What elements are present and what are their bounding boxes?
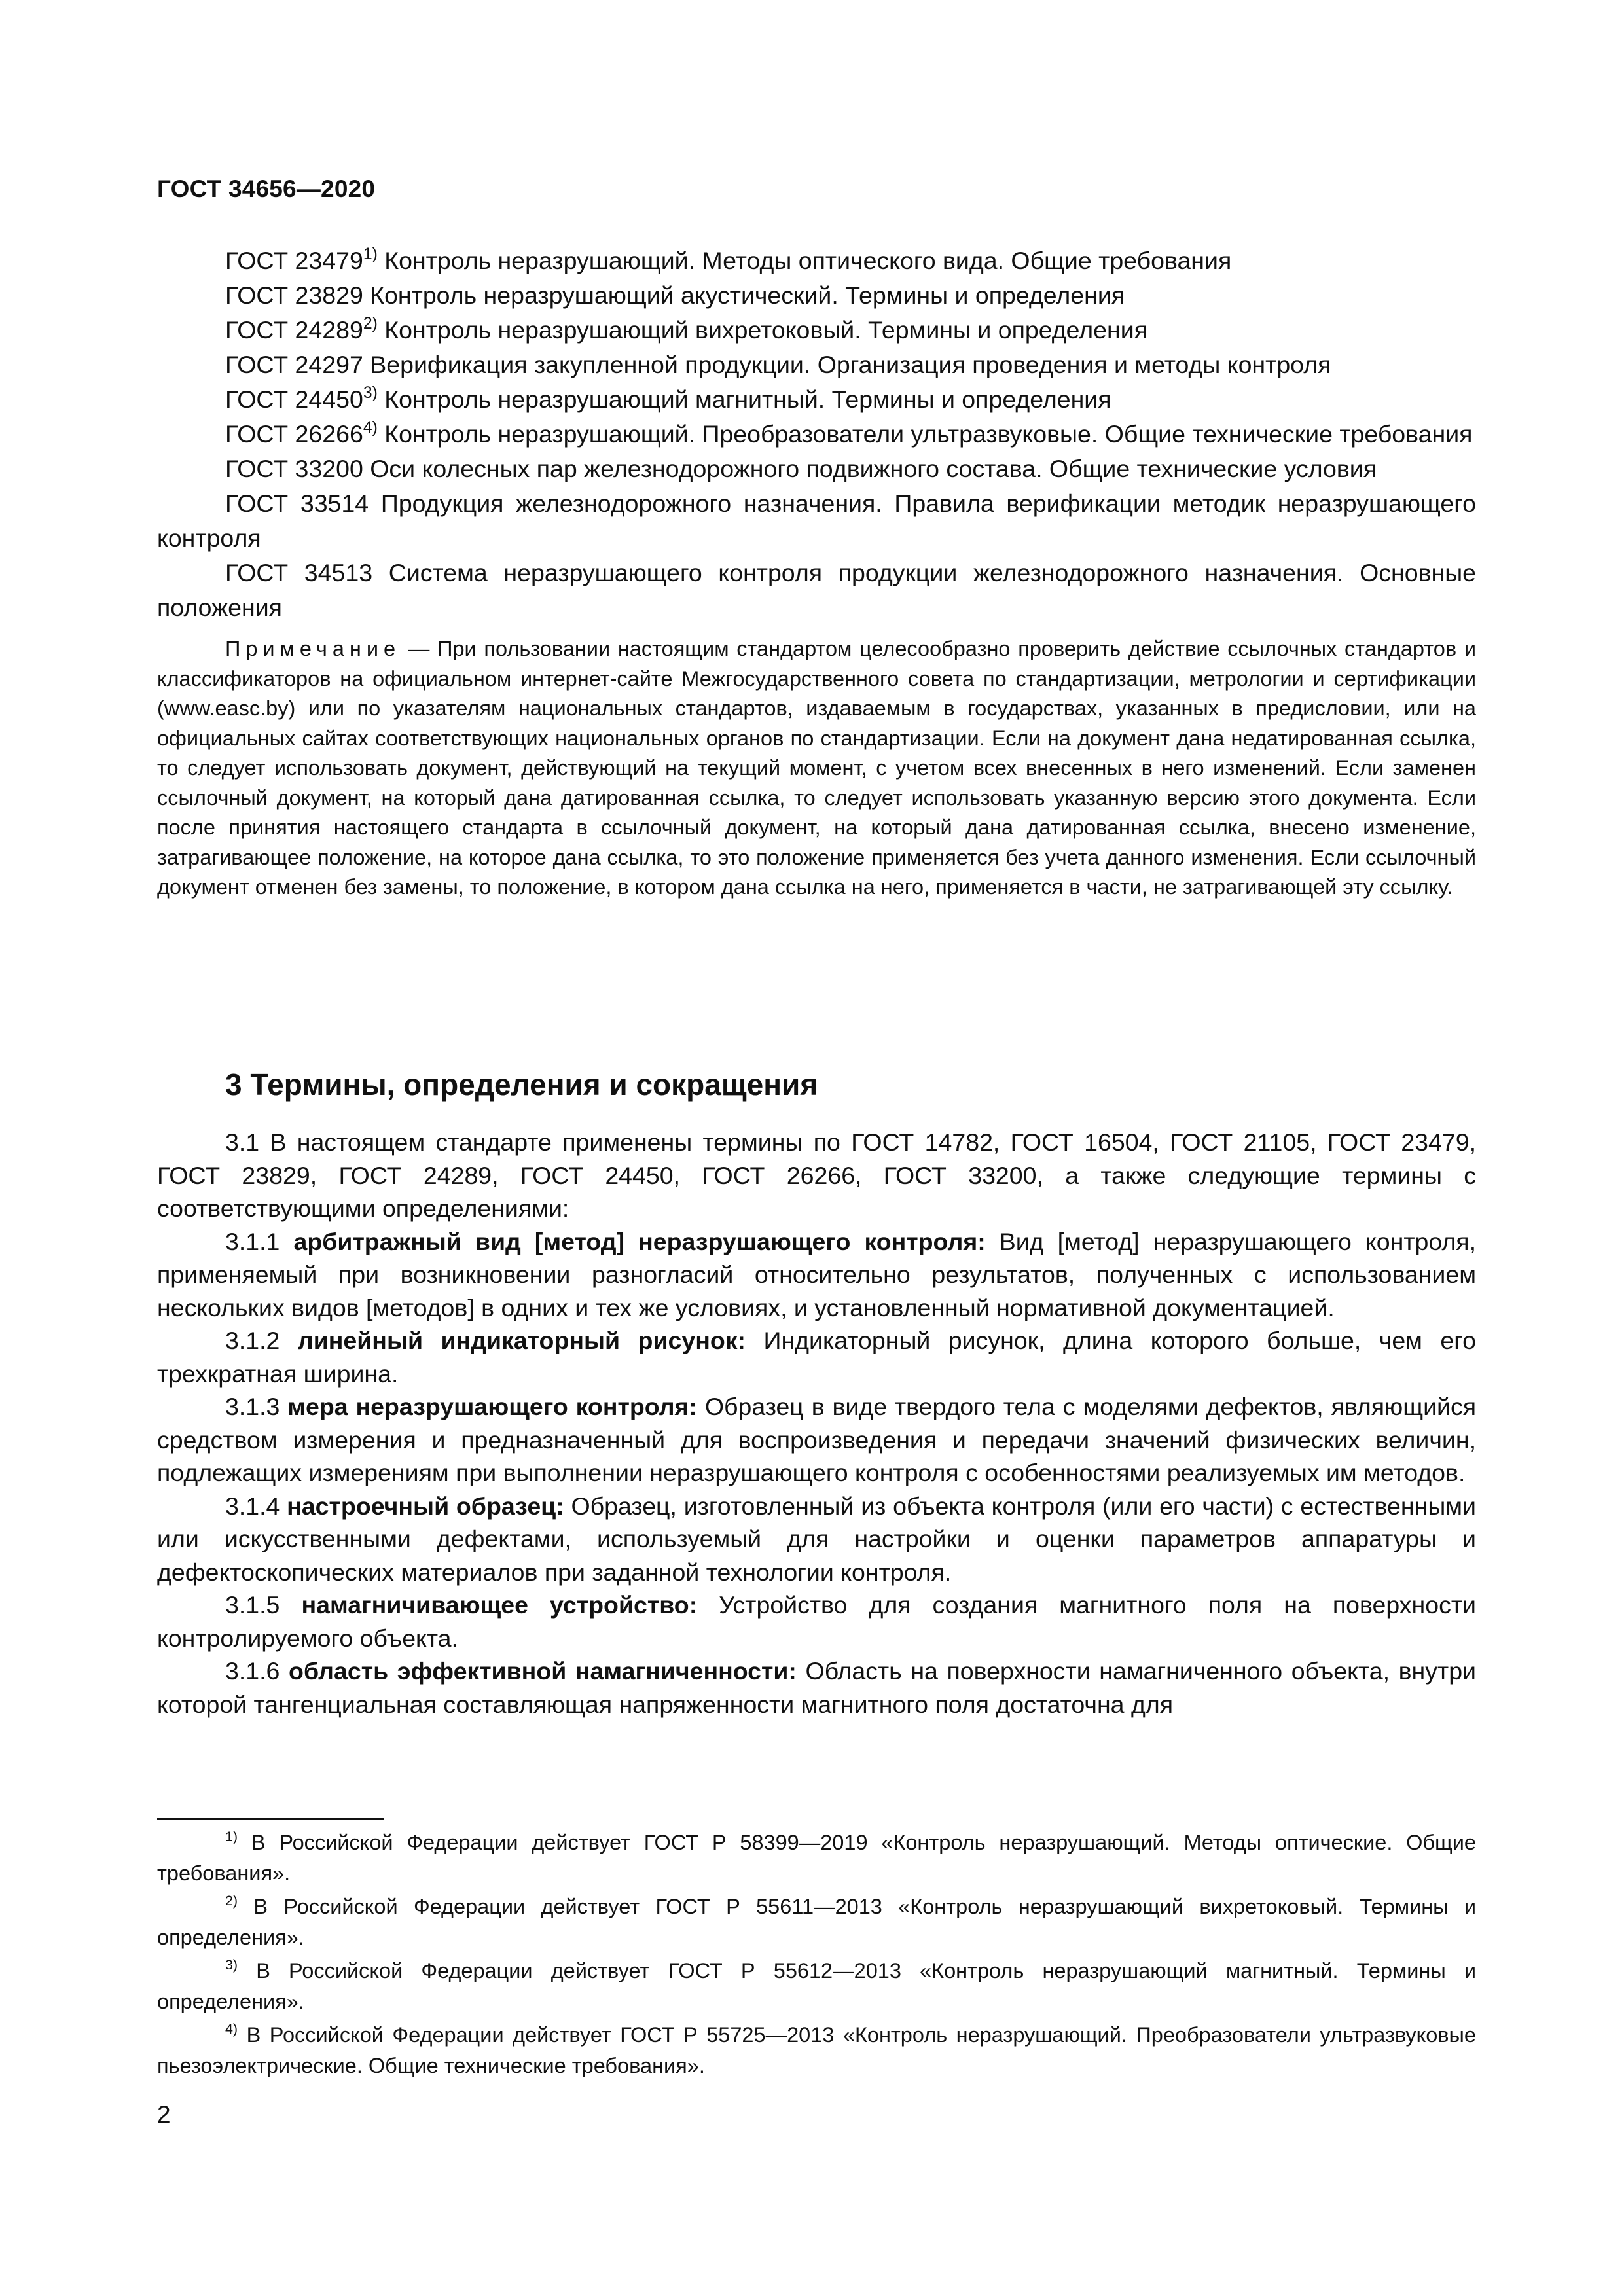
footnote: [157, 2020, 1476, 2081]
term-entry: [157, 1225, 1476, 1325]
section-title: 3 Термины, определения и сокращения: [225, 1067, 818, 1102]
reference-code: ГОСТ 23829: [225, 281, 363, 309]
note-label: Примечание: [225, 637, 401, 660]
section-intro: 3.1 В настоящем стандарте применены термины по ГОСТ 14782, ГОСТ 16504, ГОСТ 21105, ГОСТ 23479, ГОСТ 23829, ГОСТ 24289, ГОСТ 24450, ГОСТ 26266, ГОСТ 33200, а также следующие термины с соответствующими определениями:: [157, 1128, 1476, 1222]
term-entry: [157, 1324, 1476, 1390]
footnote-separator: [157, 1818, 384, 1820]
term-number: 3.1.2: [225, 1327, 280, 1354]
term-number: 3.1.4: [225, 1492, 280, 1520]
term-name: арбитражный вид [метод] неразрушающего контроля:: [293, 1227, 986, 1255]
footnote: [157, 1956, 1476, 2017]
reference-title: Система неразрушающего контроля продукции железнодорожного назначения. Основные положения: [157, 559, 1476, 621]
reference-title: Продукция железнодорожного назначения. Правила верификации методик неразрушающего контроля: [157, 490, 1477, 552]
reference-code: ГОСТ 33200: [225, 455, 363, 482]
reference-code: ГОСТ 24297: [225, 351, 363, 378]
reference-title: Оси колесных пар железнодорожного подвижного состава. Общие технические условия: [370, 455, 1377, 482]
reference-item: [157, 243, 1476, 278]
term-name: намагничивающее устройство:: [301, 1591, 698, 1619]
reference-code: ГОСТ 26266: [225, 420, 363, 448]
reference-item: [157, 348, 1476, 382]
term-number: 3.1.5: [225, 1591, 280, 1619]
footnote-mark: 3): [225, 1957, 238, 1973]
reference-title: Верификация закупленной продукции. Организация проведения и методы контроля: [370, 351, 1331, 378]
reference-code: ГОСТ 24450: [225, 386, 363, 413]
reference-item: [157, 556, 1476, 625]
term-definition: Вид [метод] неразрушающего контроля, применяемый при возникновении разногласий относительно результатов, полученных с использованием нескольких видов [методов] в одних и тех же условиях, и установленный нормативной документацией.: [157, 1227, 1477, 1321]
reference-item: [157, 486, 1476, 556]
term-definition: Устройство для создания магнитного поля на поверхности контролируемого объекта.: [157, 1591, 1476, 1652]
document-header: ГОСТ 34656—2020: [157, 175, 376, 202]
reference-item: [157, 278, 1476, 313]
footnote-text: В Российской Федерации действует ГОСТ Р 55725—2013 «Контроль неразрушающий. Преобразователи ультразвуковые пьезоэлектрические. Общие технические требования».: [157, 2023, 1476, 2077]
reference-code: ГОСТ 23479: [225, 247, 363, 274]
reference-title: Контроль неразрушающий магнитный. Термины и определения: [384, 386, 1111, 413]
term-number: 3.1.1: [225, 1227, 280, 1255]
reference-code: ГОСТ 24289: [225, 316, 363, 344]
footnote-text: В Российской Федерации действует ГОСТ Р 55611—2013 «Контроль неразрушающий вихретоковый. Термины и определения».: [157, 1895, 1476, 1949]
footnote-mark: 1): [225, 1829, 238, 1845]
term-entry: [157, 1490, 1476, 1589]
footnote-marker: 4): [363, 419, 378, 437]
term-entry: [157, 1655, 1476, 1721]
footnote-mark: 4): [225, 2021, 238, 2037]
footnote-text: В Российской Федерации действует ГОСТ Р 55612—2013 «Контроль неразрушающий магнитный. Термины и определения».: [157, 1959, 1476, 2013]
reference-item: [157, 417, 1476, 452]
reference-item: [157, 313, 1476, 348]
note-text: — При пользовании настоящим стандартом целесообразно проверить действие ссылочных стандартов и классификаторов на официальном интернет-сайте Межгосударственного совета по стандартизации, метрологии и сертификации (www.easc.by) или по указателям национальных стандартов, издаваемым в государствах, указанных в предисловии, или на официальных сайтах соответствующих национальных органов по стандартизации. Если на документ дана недатированная ссылка, то следует использовать документ, действующий на текущий момент, с учетом всех внесенных в него изменений. Если заменен ссылочный документ, на который дана датированная ссылка, то следует использовать указанную версию этого документа. Если после принятия настоящего стандарта в ссылочный документ, на который дана датированная ссылка, внесено изменение, затрагивающее положение, на которое дана ссылка, то это положение применяется без учета данного изменения. Если ссылочный документ отменен без замены, то положение, в котором дана ссылка на него, применяется в части, не затрагивающей эту ссылку.: [157, 637, 1476, 899]
reference-code: ГОСТ 34513: [225, 559, 373, 586]
term-definition: Индикаторный рисунок, длина которого больше, чем его трехкратная ширина.: [157, 1327, 1476, 1388]
footnote-mark: 2): [225, 1893, 238, 1909]
term-name: настроечный образец:: [287, 1492, 564, 1520]
reference-title: Контроль неразрушающий. Преобразователи ультразвуковые. Общие технические требования: [384, 420, 1473, 448]
references-note: [157, 634, 1476, 903]
footnote-marker: 2): [363, 315, 378, 333]
footnote: [157, 1827, 1476, 1889]
reference-title: Контроль неразрушающий акустический. Термины и определения: [370, 281, 1125, 309]
footnotes: [157, 1827, 1476, 2084]
reference-title: Контроль неразрушающий вихретоковый. Термины и определения: [384, 316, 1147, 344]
term-definition: Область на поверхности намагниченного объекта, внутри которой тангенциальная составляющая напряженности магнитного поля достаточна для: [157, 1657, 1476, 1718]
term-definition: Образец в виде твердого тела с моделями дефектов, являющийся средством измерения и предназначенный для воспроизведения и передачи значений физических величин, подлежащих измерениям при выполнении неразрушающего контроля с особенностями реализуемых им методов.: [157, 1393, 1477, 1486]
term-name: область эффективной намагниченности:: [289, 1657, 797, 1685]
term-entry: [157, 1588, 1476, 1655]
reference-title: Контроль неразрушающий. Методы оптического вида. Общие требования: [384, 247, 1232, 274]
reference-code: ГОСТ 33514: [225, 490, 369, 517]
reference-item: [157, 452, 1476, 486]
term-name: линейный индикаторный рисунок:: [297, 1327, 746, 1354]
term-name: мера неразрушающего контроля:: [287, 1393, 697, 1420]
term-definition: Образец, изготовленный из объекта контроля (или его части) с естественными или искусственными дефектами, используемый для настройки и оценки параметров аппаратуры и дефектоскопических материалов при заданной технологии контроля.: [157, 1492, 1477, 1586]
term-number: 3.1.6: [225, 1657, 280, 1685]
footnote-marker: 3): [363, 384, 378, 403]
footnote: [157, 1892, 1476, 1953]
term-entry: [157, 1390, 1476, 1490]
footnote-marker: 1): [363, 245, 378, 264]
reference-item: [157, 382, 1476, 417]
footnote-text: В Российской Федерации действует ГОСТ Р 58399—2019 «Контроль неразрушающий. Методы оптические. Общие требования».: [157, 1831, 1477, 1885]
term-number: 3.1.3: [225, 1393, 280, 1420]
normative-references: [157, 243, 1476, 903]
terms-section: [157, 1126, 1476, 1721]
page-number: 2: [157, 2101, 171, 2128]
